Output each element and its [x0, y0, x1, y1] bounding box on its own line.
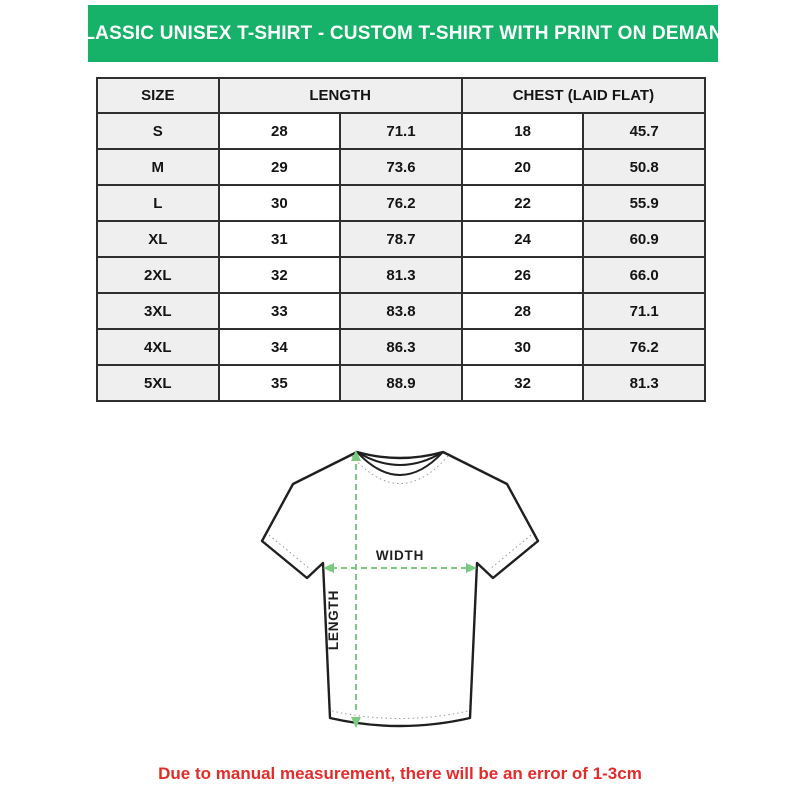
size-cell: S: [97, 113, 219, 149]
length-cm-cell: 76.2: [340, 185, 462, 221]
length-cm-cell: 71.1: [340, 113, 462, 149]
length-cm-cell: 86.3: [340, 329, 462, 365]
chest-cm-cell: 81.3: [583, 365, 705, 401]
chest-cm-cell: 45.7: [583, 113, 705, 149]
length-in-cell: 28: [219, 113, 341, 149]
length-in-cell: 31: [219, 221, 341, 257]
size-cell: 2XL: [97, 257, 219, 293]
chest-cm-cell: 55.9: [583, 185, 705, 221]
size-table: [96, 77, 706, 402]
chest-in-cell: 28: [462, 293, 584, 329]
length-cm-cell: 83.8: [340, 293, 462, 329]
size-cell: XL: [97, 221, 219, 257]
chest-in-cell: 20: [462, 149, 584, 185]
length-in-cell: 29: [219, 149, 341, 185]
chest-in-cell: 18: [462, 113, 584, 149]
length-cm-cell: 78.7: [340, 221, 462, 257]
table-row: [97, 149, 705, 185]
length-in-cell: 30: [219, 185, 341, 221]
chest-cm-cell: 71.1: [583, 293, 705, 329]
chest-in-cell: 32: [462, 365, 584, 401]
length-cm-cell: 73.6: [340, 149, 462, 185]
col-header-size: SIZE: [97, 78, 219, 113]
table-row: [97, 257, 705, 293]
size-cell: L: [97, 185, 219, 221]
length-in-cell: 33: [219, 293, 341, 329]
title-banner: [69, 5, 737, 62]
table-header-row: [97, 78, 705, 113]
tshirt-measurement-diagram: [240, 435, 560, 750]
size-cell: M: [97, 149, 219, 185]
chest-cm-cell: 50.8: [583, 149, 705, 185]
table-row: [97, 221, 705, 257]
length-cm-cell: 88.9: [340, 365, 462, 401]
table-row: [97, 185, 705, 221]
length-cm-cell: 81.3: [340, 257, 462, 293]
measurement-note: Due to manual measurement, there will be an error of 1-3cm: [158, 764, 642, 783]
size-cell: 5XL: [97, 365, 219, 401]
chest-in-cell: 22: [462, 185, 584, 221]
width-label: WIDTH: [375, 548, 425, 563]
chest-in-cell: 30: [462, 329, 584, 365]
length-in-cell: 34: [219, 329, 341, 365]
table-row: [97, 113, 705, 149]
length-in-cell: 35: [219, 365, 341, 401]
chest-in-cell: 24: [462, 221, 584, 257]
size-cell: 4XL: [97, 329, 219, 365]
length-label: LENGTH: [326, 589, 341, 651]
chest-cm-cell: 76.2: [583, 329, 705, 365]
table-row: [97, 329, 705, 365]
chest-cm-cell: 66.0: [583, 257, 705, 293]
table-row: [97, 365, 705, 401]
length-in-cell: 32: [219, 257, 341, 293]
table-row: [97, 293, 705, 329]
tshirt-outline: [262, 452, 538, 726]
chest-cm-cell: 60.9: [583, 221, 705, 257]
page-title: CLASSIC UNISEX T-SHIRT - CUSTOM T-SHIRT WITH PRINT ON DEMAND: [69, 22, 737, 44]
size-cell: 3XL: [97, 293, 219, 329]
col-header-chest: CHEST (LAID FLAT): [462, 78, 705, 113]
col-header-length: LENGTH: [219, 78, 462, 113]
chest-in-cell: 26: [462, 257, 584, 293]
